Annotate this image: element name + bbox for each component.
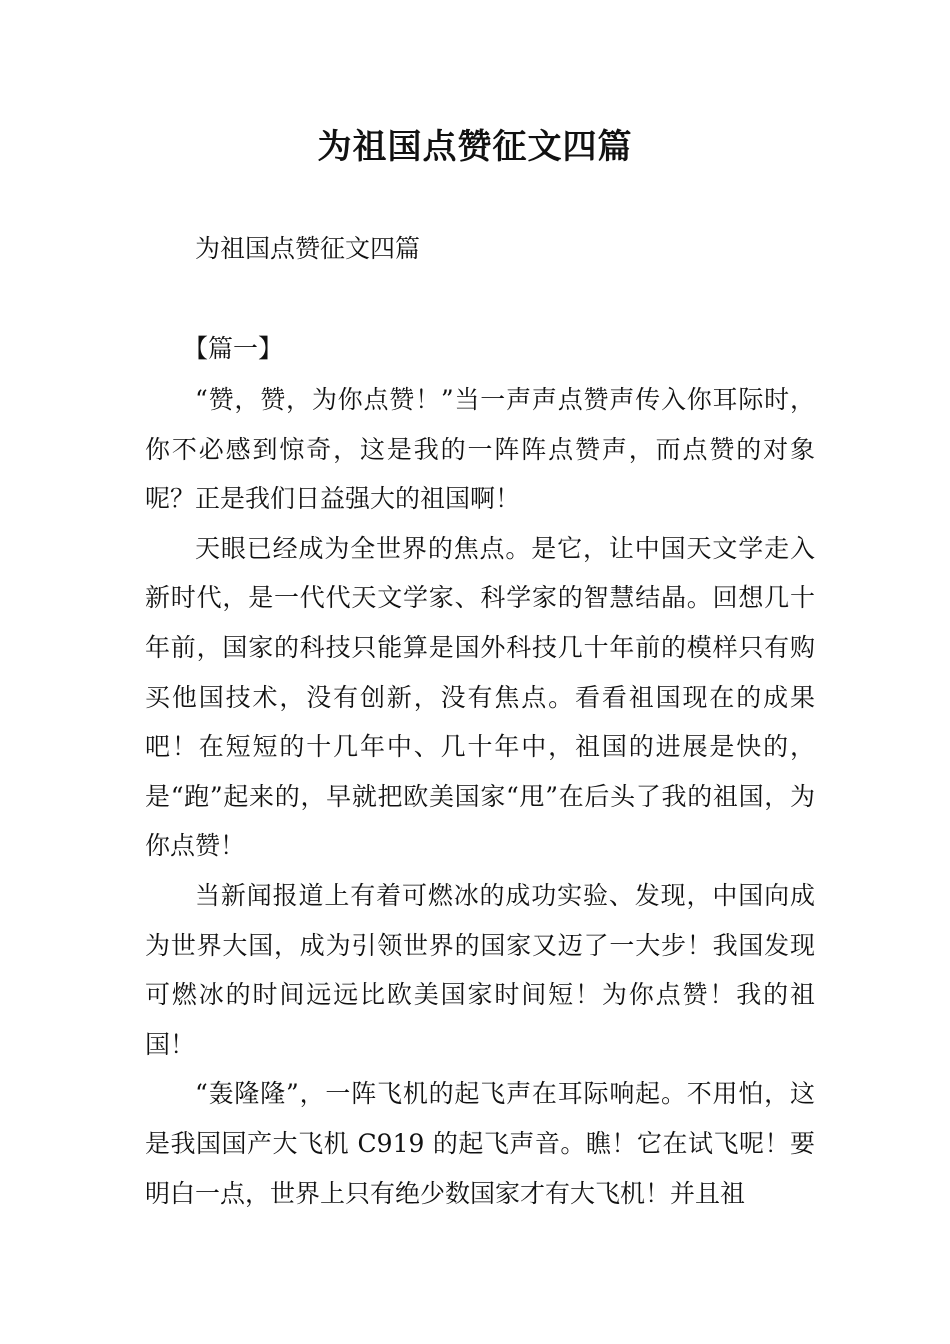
- section-label: 【篇一】: [183, 334, 284, 363]
- paragraph: 天眼已经成为全世界的焦点。是它，让中国天文学走入新时代，是一代代天文学家、科学家的智慧结晶。回想几十年前，国家的科技只能算是国外科技几十年前的模样只有购买他国技术，没有创新，没有焦点。看看祖国现在的成果吧！在短短的十几年中、几十年中，祖国的进展是快的，是“跑”起来的，早就把欧美国家“甩”在后头了我的祖国，为你点赞！: [145, 533, 815, 861]
- paragraph: “赞，赞，为你点赞！”当一声声点赞声传入你耳际时，你不必感到惊奇，这是我的一阵阵点赞声，而点赞的对象呢？正是我们日益强大的祖国啊！: [145, 385, 815, 514]
- document-title: 为祖国点赞征文四篇: [317, 127, 633, 167]
- paragraph: 当新闻报道上有着可燃冰的成功实验、发现，中国向成为世界大国，成为引领世界的国家又迈了一大步！我国发现可燃冰的时间远远比欧美国家时间短！为你点赞！我的祖国！: [145, 880, 815, 1059]
- document-body: [145, 375, 815, 1218]
- document-subtitle: 为祖国点赞征文四篇: [195, 234, 421, 263]
- paragraph: “轰隆隆”，一阵飞机的起飞声在耳际响起。不用怕，这是我国国产大飞机 C919 的起飞声音。瞧！它在试飞呢！要明白一点，世界上只有绝少数国家才有大飞机！并且祖: [145, 1079, 815, 1208]
